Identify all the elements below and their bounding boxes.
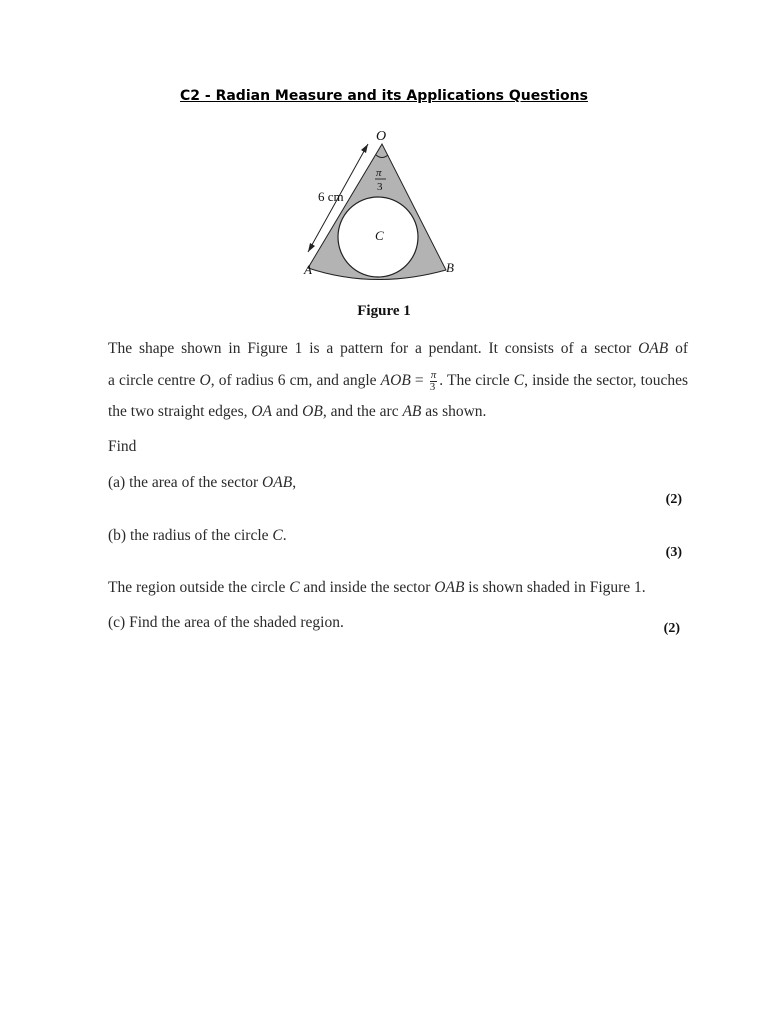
dimension-arrow-bottom (308, 243, 315, 252)
angle-fraction: $\frac{\pi}{3}$ (429, 369, 437, 393)
figure-caption: Figure 1 (357, 303, 411, 319)
part-b: (b) the radius of the circle C. (108, 527, 287, 544)
side-length-label: 6 cm (318, 189, 344, 204)
dimension-arrow-top (361, 144, 368, 153)
find-label: Find (108, 438, 137, 455)
question-line-1: The shape shown in Figure 1 is a pattern for a pendant. It consists of a sector OAB of (108, 340, 688, 357)
label-b: B (446, 260, 454, 275)
part-c: (c) Find the area of the shaded region. (108, 614, 344, 631)
angle-denominator: 3 (377, 181, 383, 193)
page-title: C2 - Radian Measure and its Applications Questions (180, 88, 588, 104)
region-text: The region outside the circle C and inside the sector OAB is shown shaded in Figure 1. (108, 579, 646, 596)
label-o: O (376, 129, 387, 144)
marks-c: (2) (663, 621, 680, 636)
question-line-2: a circle centre O, of radius 6 cm, and angle AOB = $\frac{\pi}{3}$ . The circle C, inside the sector, touches (108, 369, 688, 393)
sector-figure (290, 122, 480, 282)
marks-a: (2) (665, 492, 682, 507)
part-a: (a) the area of the sector OAB, (108, 474, 297, 491)
label-c: C (375, 228, 384, 243)
label-a: A (304, 262, 312, 277)
angle-numerator: π (376, 167, 382, 179)
marks-b: (3) (665, 545, 682, 560)
question-line-3: the two straight edges, OA and OB, and the arc AB as shown. (108, 403, 487, 420)
